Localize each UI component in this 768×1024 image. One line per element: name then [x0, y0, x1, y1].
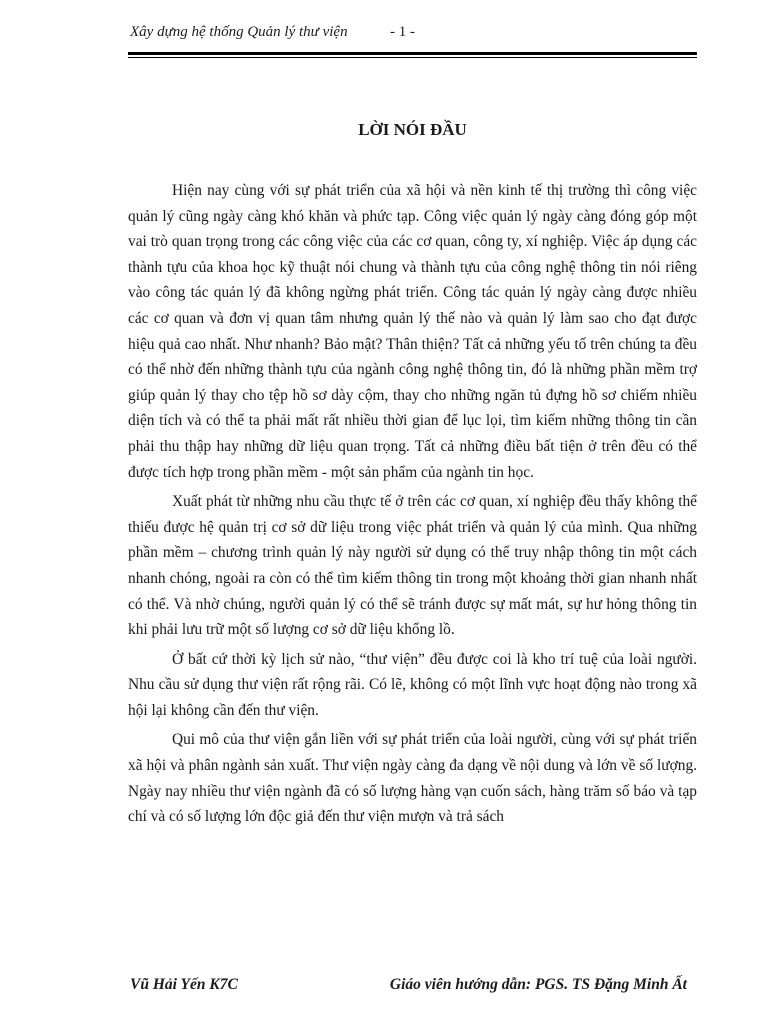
paragraph: Xuất phát từ những nhu cầu thực tế ở trên các cơ quan, xí nghiệp đều thấy không thể thiếu được hệ quản trị cơ sở dữ liệu trong việc phát triển và quản lý của mình. Qua những phần mềm – chương trình quản lý này người sử dụng có thể truy nhập thông tin một cách nhanh chóng, ngoài ra còn có thể tìm kiếm thông tin trong một khoảng thời gian nhanh nhất có thể. Và nhờ chúng, người quản lý có thể sẽ tránh được sự mất mát, sự hư hỏng thông tin khi phải lưu trữ một số lượng cơ sở dữ liệu khổng lồ. — [128, 493, 697, 639]
document-title: LỜI NÓI ĐẦU — [358, 120, 467, 139]
header-rule-thin — [128, 57, 697, 58]
paragraph: Qui mô của thư viện gắn liền với sự phát triển của loài người, cùng với sự phát triển xã hội và phân ngành sản xuất. Thư viện ngày càng đa dạng về nội dung và lớn về số lượng. Ngày nay nhiều thư viện ngành đã có số lượng hàng vạn cuốn sách, hàng trăm số báo và tạp chí và có số lượng lớn độc giả đến thư viện mượn và trả sách — [128, 731, 697, 826]
page-number: - 1 - — [390, 24, 415, 40]
paragraph: Ở bất cứ thời kỳ lịch sử nào, “thư viện” đều được coi là kho trí tuệ của loài người. Nhu cầu sử dụng thư viện rất rộng rãi. Có lẽ, không có một lĩnh vực hoạt động nào trong xã hội lại không cần đến thư viện. — [128, 650, 697, 719]
header-rule — [128, 52, 697, 55]
footer-author: Vũ Hải Yến K7C — [130, 976, 238, 993]
page-header — [128, 22, 697, 58]
document-body — [128, 178, 697, 834]
footer-advisor: Giáo viên hướng dẫn: PGS. TS Đặng Minh Ất — [389, 976, 687, 993]
paragraph: Hiện nay cùng với sự phát triển của xã hội và nền kinh tế thị trường thì công việc quản lý cũng ngày càng khó khăn và phức tạp. Công việc quản lý ngày càng đóng góp một vai trò quan trọng trong các công việc của các cơ quan, công ty, xí nghiệp. Việc áp dụng các thành tựu của khoa học kỹ thuật nói chung và thành tựu của công nghệ thông tin nói riêng vào công tác quản lý đã không ngừng phát triển. Công tác quản lý ngày càng được nhiều các cơ quan và đơn vị quan tâm nhưng quản lý thế nào và quản lý làm sao cho đạt được hiệu quả cao nhất. Như nhanh? Bảo mật? Thân thiện? Tất cả những yếu tố trên chúng ta đều có thể nhờ đến những thành tựu của ngành công nghệ thông tin, đó là những phần mềm trợ giúp quản lý thay cho tệp hồ sơ dày cộm, thay cho những ngăn tủ đựng hồ sơ chiếm nhiều diện tích và có thể ta phải mất rất nhiều thời gian để lục lọi, tìm kiếm những thông tin cần phải thu thập hay những dữ liệu quan trọng. Tất cả những điều bất tiện ở trên đều có thể được tích hợp trong phần mềm - một sản phẩm của ngành tin học. — [128, 182, 697, 481]
page-footer — [128, 976, 697, 1000]
header-title: Xây dựng hệ thống Quản lý thư viện — [130, 24, 348, 40]
